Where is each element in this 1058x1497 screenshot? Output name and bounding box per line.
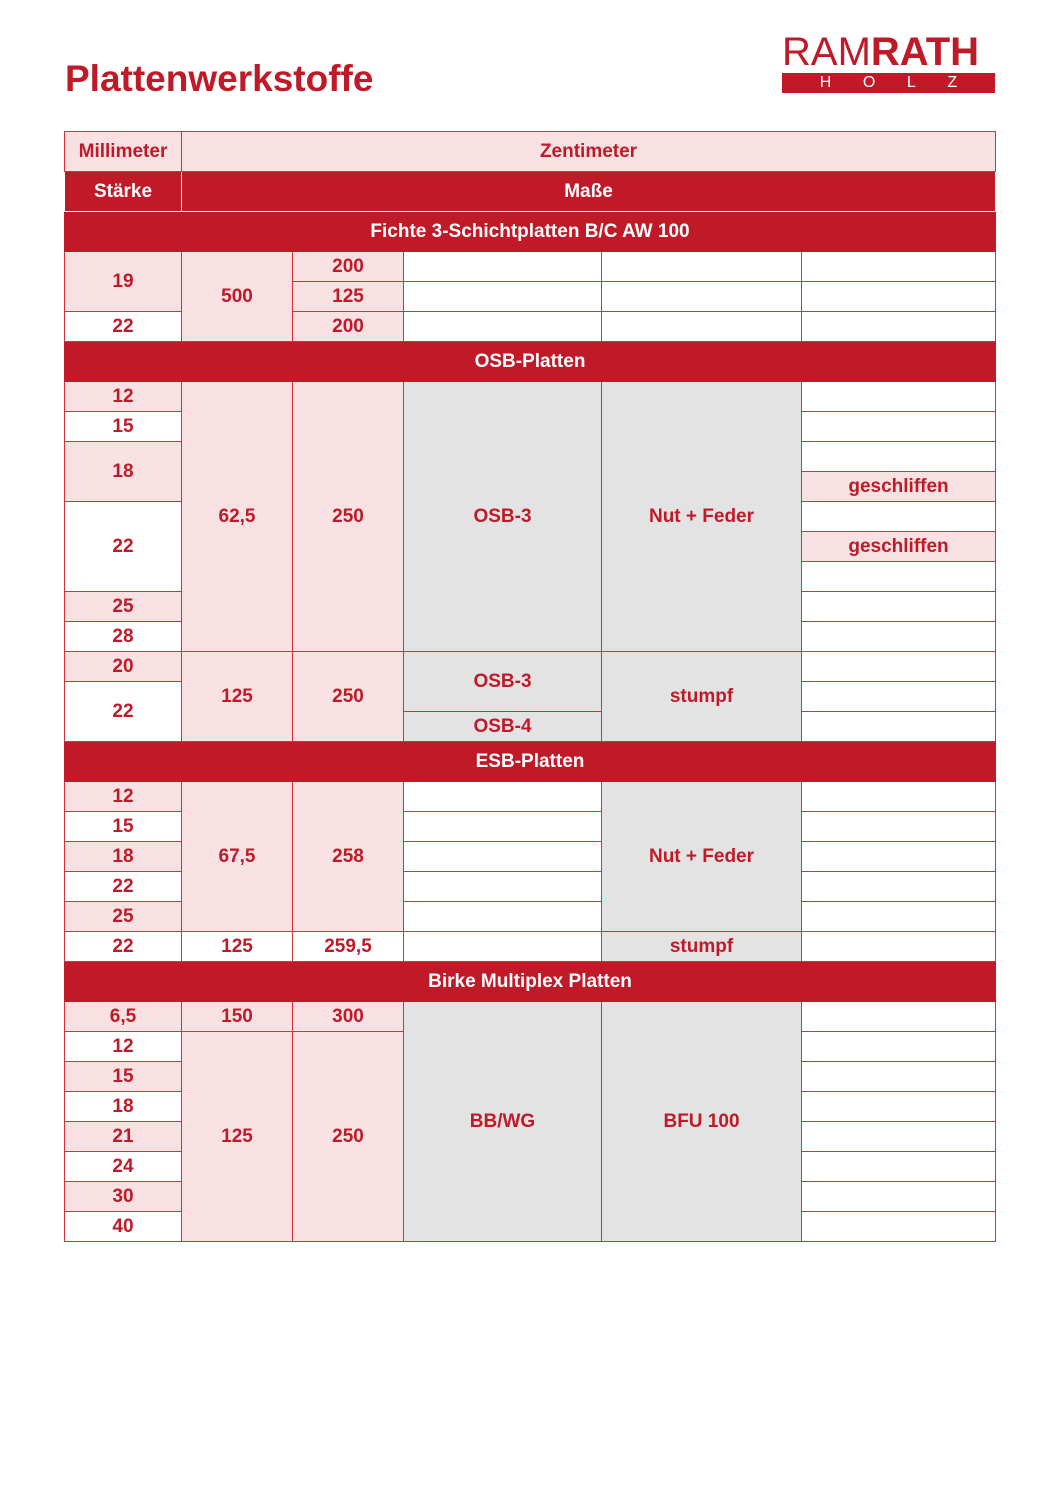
note-cell: geschliffen	[802, 532, 996, 562]
table-row	[65, 932, 996, 962]
length-cell: 200	[293, 252, 404, 282]
type-cell: OSB-4	[404, 712, 602, 742]
thickness-cell: 21	[65, 1122, 182, 1152]
thickness-cell: 12	[65, 382, 182, 412]
thickness-cell: 19	[65, 252, 182, 312]
length-cell: 125	[293, 282, 404, 312]
length-cell: 250	[293, 652, 404, 742]
ramrath-holz-logo: RAMRATH H O L Z	[782, 32, 995, 94]
table-row	[65, 1002, 996, 1032]
section-header-osb: OSB-Platten	[65, 342, 996, 382]
thickness-cell: 24	[65, 1152, 182, 1182]
unit-header-row	[65, 132, 996, 172]
length-cell: 250	[293, 382, 404, 652]
section-header-birke: Birke Multiplex Platten	[65, 962, 996, 1002]
quality-cell: BB/WG	[404, 1002, 602, 1242]
unit-mm-cell: Millimeter	[65, 132, 182, 172]
thickness-cell: 22	[65, 502, 182, 592]
thickness-cell: 18	[65, 842, 182, 872]
thickness-cell: 22	[65, 312, 182, 342]
thickness-cell: 28	[65, 622, 182, 652]
length-cell: 200	[293, 312, 404, 342]
thickness-cell: 25	[65, 902, 182, 932]
width-cell: 125	[182, 1032, 293, 1242]
unit-cm-cell: Zentimeter	[182, 132, 996, 172]
edge-cell: stumpf	[602, 652, 802, 742]
thickness-cell: 18	[65, 442, 182, 502]
length-cell: 250	[293, 1032, 404, 1242]
width-cell: 62,5	[182, 382, 293, 652]
thickness-cell: 22	[65, 932, 182, 962]
type-cell: OSB-3	[404, 382, 602, 652]
column-header-row	[65, 172, 996, 212]
table-row	[65, 652, 996, 682]
width-cell: 150	[182, 1002, 293, 1032]
length-cell: 259,5	[293, 932, 404, 962]
length-cell: 258	[293, 782, 404, 932]
note-cell: geschliffen	[802, 472, 996, 502]
thickness-header: Stärke	[65, 172, 182, 212]
thickness-cell: 18	[65, 1092, 182, 1122]
thickness-cell: 15	[65, 412, 182, 442]
table-row	[65, 782, 996, 812]
thickness-cell: 12	[65, 782, 182, 812]
thickness-cell: 6,5	[65, 1002, 182, 1032]
width-cell: 125	[182, 652, 293, 742]
thickness-cell: 20	[65, 652, 182, 682]
thickness-cell: 12	[65, 1032, 182, 1062]
thickness-cell: 25	[65, 592, 182, 622]
width-cell: 125	[182, 932, 293, 962]
glue-cell: BFU 100	[602, 1002, 802, 1242]
thickness-cell: 30	[65, 1182, 182, 1212]
thickness-cell: 40	[65, 1212, 182, 1242]
section-header-fichte: Fichte 3-Schichtplatten B/C AW 100	[65, 212, 996, 252]
thickness-cell: 22	[65, 682, 182, 742]
thickness-cell: 22	[65, 872, 182, 902]
length-cell: 300	[293, 1002, 404, 1032]
table-row	[65, 252, 996, 282]
edge-cell: stumpf	[602, 932, 802, 962]
thickness-cell: 15	[65, 1062, 182, 1092]
width-cell: 67,5	[182, 782, 293, 932]
type-cell: OSB-3	[404, 652, 602, 712]
edge-cell: Nut + Feder	[602, 382, 802, 652]
section-header-esb: ESB-Platten	[65, 742, 996, 782]
dimensions-header: Maße	[182, 172, 996, 212]
edge-cell: Nut + Feder	[602, 782, 802, 932]
thickness-cell: 15	[65, 812, 182, 842]
width-cell: 500	[182, 252, 293, 342]
page-title: Plattenwerkstoffe	[65, 58, 374, 99]
table-row	[65, 382, 996, 412]
panel-materials-table	[64, 131, 996, 1242]
